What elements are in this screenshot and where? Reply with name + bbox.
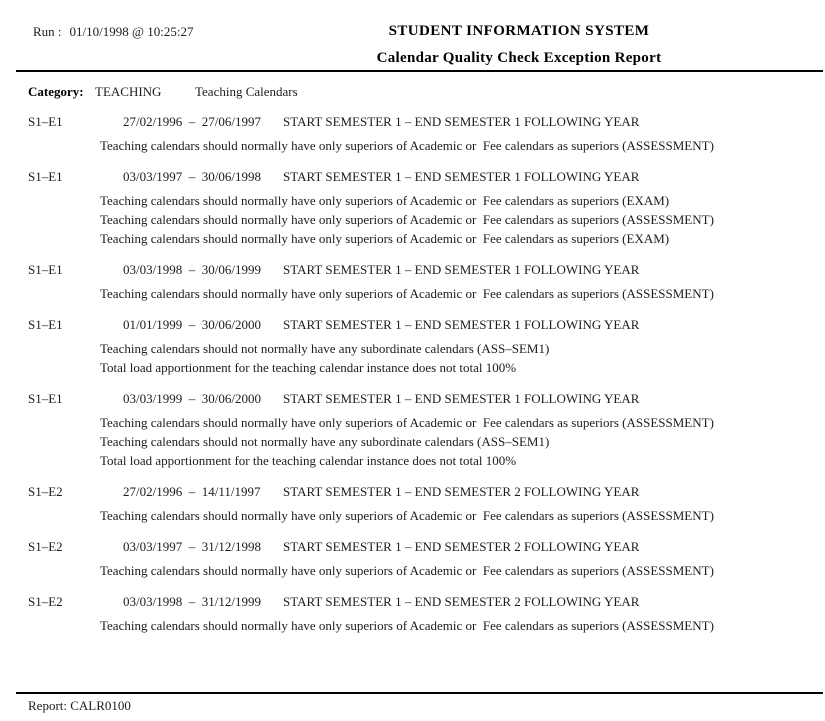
entry-calendar-title: START SEMESTER 1 – END SEMESTER 1 FOLLOWING YEAR (283, 391, 640, 406)
entry-date-range: 03/03/1997 – 30/06/1998 (123, 169, 261, 184)
run-value: 01/10/1998 @ 10:25:27 (69, 24, 194, 39)
footer-divider (16, 692, 823, 694)
category-description: Teaching Calendars (195, 84, 298, 99)
exception-message: Teaching calendars should normally have only superiors of Academic or Fee calendars as superiors (EXAM) (100, 231, 670, 246)
entry-row (28, 169, 825, 248)
page-title: STUDENT INFORMATION SYSTEM (388, 23, 650, 39)
report-header (213, 23, 825, 67)
report-subtitle: Calendar Quality Check Exception Report (376, 50, 662, 66)
run-timestamp (33, 24, 193, 40)
entry-date-range: 27/02/1996 – 27/06/1997 (123, 114, 261, 129)
entry-code: S1–E1 (28, 391, 63, 406)
entry-row (28, 114, 825, 155)
entry-code: S1–E2 (28, 594, 63, 609)
entry-calendar-title: START SEMESTER 1 – END SEMESTER 1 FOLLOWING YEAR (283, 262, 640, 277)
entry-date-range: 27/02/1996 – 14/11/1997 (123, 484, 261, 499)
exception-message: Teaching calendars should normally have only superiors of Academic or Fee calendars as superiors (ASSESSMENT) (100, 618, 714, 633)
report-footer (28, 698, 131, 714)
entry-row (28, 539, 825, 580)
entry-date-range: 03/03/1998 – 30/06/1999 (123, 262, 261, 277)
entry-calendar-title: START SEMESTER 1 – END SEMESTER 2 FOLLOWING YEAR (283, 484, 640, 499)
entry-code: S1–E2 (28, 539, 63, 554)
header-divider (16, 70, 823, 72)
entry-header (28, 169, 825, 185)
exception-message: Teaching calendars should not normally have any subordinate calendars (ASS–SEM1) (100, 341, 550, 356)
category-label: Category: (28, 84, 84, 99)
entry-header (28, 391, 825, 407)
exception-message: Total load apportionment for the teaching calendar instance does not total 100% (100, 453, 517, 468)
run-label: Run : (33, 24, 62, 39)
entry-calendar-title: START SEMESTER 1 – END SEMESTER 1 FOLLOWING YEAR (283, 114, 640, 129)
entry-code: S1–E2 (28, 484, 63, 499)
report-id: CALR0100 (70, 698, 131, 713)
exception-message: Teaching calendars should normally have only superiors of Academic or Fee calendars as superiors (ASSESSMENT) (100, 286, 714, 301)
entry-code: S1–E1 (28, 169, 63, 184)
entry-row (28, 391, 825, 470)
category-code: TEACHING (95, 84, 162, 99)
entry-header (28, 594, 825, 610)
exception-message: Teaching calendars should normally have only superiors of Academic or Fee calendars as superiors (ASSESSMENT) (100, 415, 714, 430)
entry-header (28, 317, 825, 333)
category-row (28, 84, 298, 100)
entry-header (28, 262, 825, 278)
entry-row (28, 262, 825, 303)
entry-code: S1–E1 (28, 114, 63, 129)
report-id-label: Report: (28, 698, 67, 713)
entry-calendar-title: START SEMESTER 1 – END SEMESTER 2 FOLLOWING YEAR (283, 539, 640, 554)
entry-calendar-title: START SEMESTER 1 – END SEMESTER 2 FOLLOWING YEAR (283, 594, 640, 609)
exception-message: Teaching calendars should not normally have any subordinate calendars (ASS–SEM1) (100, 434, 550, 449)
entry-row (28, 594, 825, 635)
entry-row (28, 484, 825, 525)
report-body (28, 114, 825, 649)
exception-message: Total load apportionment for the teaching calendar instance does not total 100% (100, 360, 517, 375)
exception-message: Teaching calendars should normally have only superiors of Academic or Fee calendars as superiors (ASSESSMENT) (100, 508, 714, 523)
exception-message: Teaching calendars should normally have only superiors of Academic or Fee calendars as superiors (ASSESSMENT) (100, 138, 714, 153)
entry-header (28, 484, 825, 500)
exception-message: Teaching calendars should normally have only superiors of Academic or Fee calendars as superiors (ASSESSMENT) (100, 212, 714, 227)
entry-date-range: 01/01/1999 – 30/06/2000 (123, 317, 261, 332)
entry-calendar-title: START SEMESTER 1 – END SEMESTER 1 FOLLOWING YEAR (283, 317, 640, 332)
entry-row (28, 317, 825, 377)
entry-calendar-title: START SEMESTER 1 – END SEMESTER 1 FOLLOWING YEAR (283, 169, 640, 184)
entry-code: S1–E1 (28, 317, 63, 332)
exception-message: Teaching calendars should normally have only superiors of Academic or Fee calendars as superiors (ASSESSMENT) (100, 563, 714, 578)
exception-message: Teaching calendars should normally have only superiors of Academic or Fee calendars as superiors (EXAM) (100, 193, 670, 208)
entry-date-range: 03/03/1997 – 31/12/1998 (123, 539, 261, 554)
entry-code: S1–E1 (28, 262, 63, 277)
entry-date-range: 03/03/1999 – 30/06/2000 (123, 391, 261, 406)
entry-header (28, 539, 825, 555)
entry-date-range: 03/03/1998 – 31/12/1999 (123, 594, 261, 609)
entry-header (28, 114, 825, 130)
